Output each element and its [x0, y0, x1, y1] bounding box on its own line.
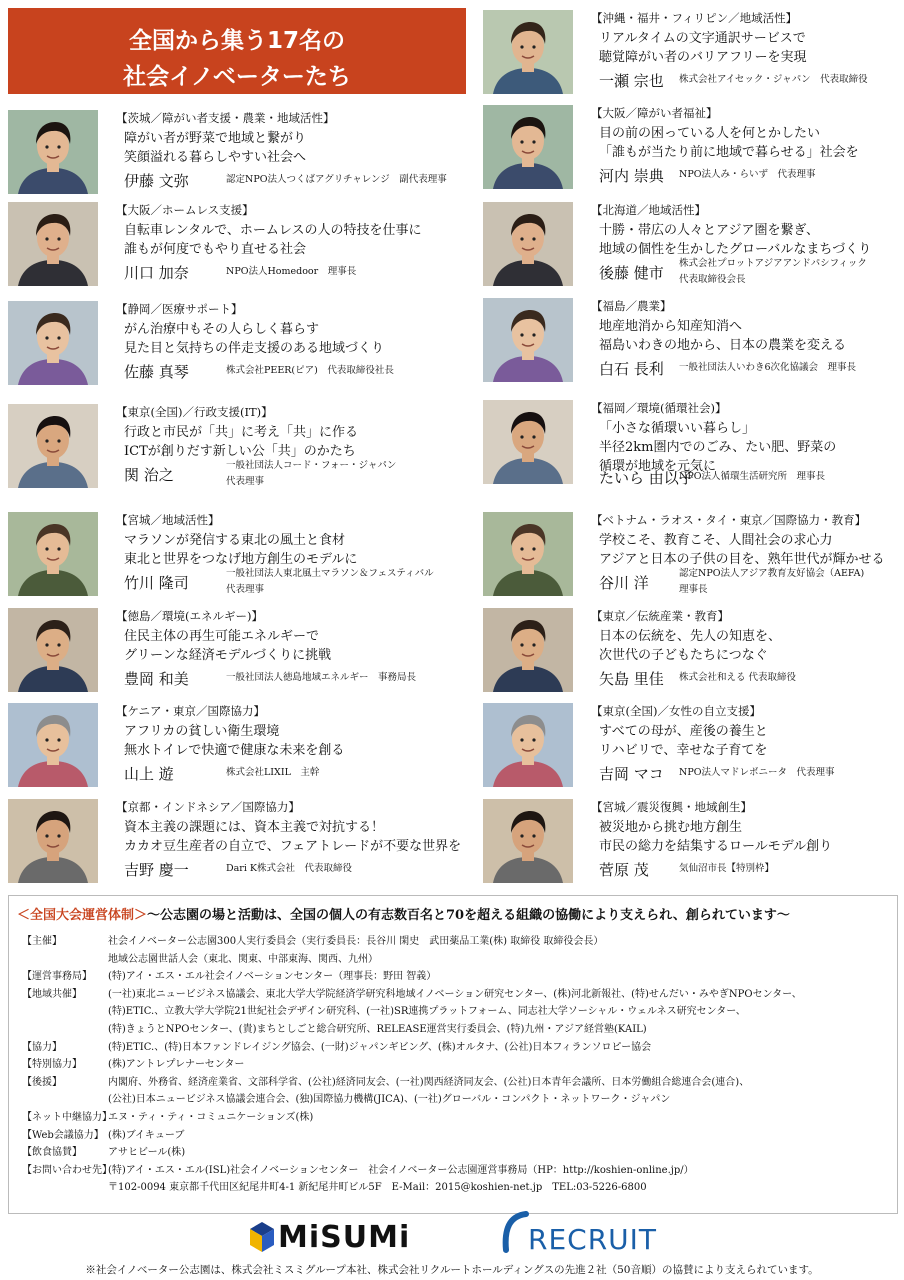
innovator-organization: 株式会社アイセック・ジャパン 代表取締役 [679, 74, 868, 85]
innovator-name: 矢島 里佳 [599, 670, 664, 688]
title-line-2: 社会イノベーターたち [123, 64, 351, 90]
innovator-region: 【東京(全国)／女性の自立支援】 [591, 704, 761, 718]
innovator-description: アジアと日本の子供の目を、熟年世代が輝かせる [599, 552, 885, 567]
innovator-photo [483, 703, 573, 787]
innovator-card [8, 799, 478, 885]
innovator-description: 市民の総力を結集するロールモデル創り [599, 839, 833, 854]
innovator-region: 【福岡／環境(循環社会)】 [591, 401, 727, 415]
innovator-organization: NPO法人み・らいず 代表理事 [679, 169, 816, 180]
operations-row-value: (特)ETIC.、立教大学大学院21世紀社会デザイン研究科、(一社)SR連携プラットフォーム、同志社大学ソーシャル・ウェルネス研究センター、 [108, 1006, 746, 1018]
innovator-description: 十勝・帯広の人々とアジア圏を繋ぎ、 [599, 223, 819, 238]
innovator-description: 日本の伝統を、先人の知恵を、 [599, 629, 782, 644]
innovator-card [483, 10, 895, 96]
innovator-region: 【沖縄・福井・フィリピン／地域活性】 [591, 11, 798, 25]
innovator-organization: Dari K株式会社 代表取締役 [226, 863, 352, 874]
operations-row-value: 内閣府、外務省、経済産業省、文部科学省、(公社)経済同友会、(一社)関西経済同友会、(公社)日本青年会議所、日本労働組合総連合会(連合)、 [108, 1076, 750, 1088]
innovator-region: 【京都・インドネシア／国際協力】 [116, 800, 300, 814]
operations-row-value: 〒102-0094 東京都千代田区紀尾井町4-1 新紀尾井町ビル5F E-Mail：2015@koshien-net.jp TEL:03-5226-6800 [108, 1182, 647, 1194]
innovator-card [483, 202, 895, 288]
innovator-card [8, 512, 478, 598]
innovator-card [8, 703, 478, 789]
innovator-region: 【茨城／障がい者支援・農業・地域活性】 [116, 111, 335, 125]
innovator-description: 行政と市民が「共」に考え「共」に作る [124, 425, 359, 440]
innovator-photo [8, 703, 98, 787]
innovator-description: リアルタイムの文字通訳サービスで [599, 31, 806, 46]
innovator-organization: 一般社団法人コード・フォー・ジャパン 代表理事 [226, 460, 397, 487]
innovator-organization: 株式会社プロットアジアアンドパシフィック 代表取締役会長 [679, 258, 867, 285]
innovator-organization: NPO法人マドレボニータ 代表理事 [679, 767, 835, 778]
recruit-wordmark: RECRUIT [528, 1223, 658, 1256]
operations-row-value: (特)アイ・エス・エル社会イノベーションセンター（理事長：野田 智義） [108, 971, 437, 983]
operations-row-label: 【Web会議協力】 [22, 1129, 104, 1141]
innovator-card [483, 400, 895, 486]
innovator-photo [483, 298, 573, 382]
innovator-region: 【徳島／環境(エネルギー)】 [116, 609, 263, 623]
recruit-arc-icon [500, 1210, 530, 1258]
operations-row-value: (特)きょうとNPOセンター、(貴)まちとしごと総合研究所、RELEASE運営実行委員会、(特)九州・アジア経営塾(KAIL) [108, 1024, 647, 1035]
innovator-name: 伊藤 文弥 [124, 172, 189, 190]
operations-row-value: (一社)東北ニュービジネス協議会、東北大学大学院経済学研究科地域イノベーション研究センター、(株)河北新報社、(特)せんだい・みやぎNPOセンター、 [108, 988, 802, 1000]
operations-row-value: (株)ブイキューブ [108, 1129, 185, 1141]
misumi-cube-icon [248, 1220, 276, 1254]
operations-row-label: 【特別協力】 [22, 1059, 82, 1071]
innovator-description: 目の前の困っている人を何とかしたい [599, 126, 821, 141]
innovator-description: 学校こそ、教育こそ、人間社会の求心力 [599, 533, 833, 548]
innovator-description: ICTが創りだす新しい公「共」のかたち [124, 444, 356, 459]
innovator-description: 半径2km圏内でのごみ、たい肥、野菜の [599, 440, 837, 455]
innovator-organization: 一般社団法人徳島地域エネルギー 事務局長 [226, 672, 417, 683]
innovator-organization: NPO法人Homedoor 理事長 [226, 266, 357, 277]
operations-heading-text: ～公志園の場と活動は、全国の個人の有志数百名と70を超える組織の協働により支えられ、創られています～ [147, 908, 790, 923]
operations-row-value: 社会イノベーター公志園300人実行委員会（実行委員長：長谷川 閑史 武田薬品工業(株) 取締役 取締役会長） [108, 936, 604, 947]
innovator-name: 菅原 茂 [599, 861, 649, 879]
innovator-organization: 認定NPO法人アジア教育友好協会（AEFA) 理事長 [679, 568, 865, 595]
innovator-region: 【宮城／震災復興・地域創生】 [591, 800, 752, 814]
innovator-name: 河内 崇典 [599, 167, 664, 185]
innovator-name: 後藤 健市 [599, 264, 664, 282]
innovator-description: 「小さな循環いい暮らし」 [599, 421, 756, 436]
innovator-photo [8, 301, 98, 385]
innovator-description: 資本主義の課題には、資本主義で対抗する！ [124, 820, 385, 835]
innovator-region: 【福島／農業】 [591, 299, 672, 313]
innovator-description: グリーンな経済モデルづくりに挑戦 [124, 648, 332, 663]
innovator-description: 聴覚障がい者のバリアフリーを実現 [599, 50, 807, 65]
innovator-region: 【大阪／障がい者福祉】 [591, 106, 718, 120]
operations-row-label: 【飲食協賛】 [22, 1147, 82, 1159]
innovator-card [483, 512, 895, 598]
innovator-name: 豊岡 和美 [124, 670, 189, 688]
innovator-photo [8, 110, 98, 194]
innovator-description: 地産地消から知産知消へ [599, 319, 743, 334]
innovator-description: 「誰もが当たり前に地域で暮らせる」社会を [599, 145, 859, 160]
innovator-name: 山上 遊 [124, 765, 174, 783]
innovator-name: 佐藤 真琴 [124, 363, 189, 381]
operations-row-value: 地域公志園世話人会（東北、関東、中部東海、関西、九州） [108, 953, 378, 965]
innovator-card [8, 608, 478, 694]
innovator-photo [8, 404, 98, 488]
innovator-card [8, 110, 478, 196]
innovator-organization: 株式会社LIXIL 主幹 [226, 767, 320, 778]
operations-heading [17, 904, 790, 923]
innovator-card [483, 703, 895, 789]
innovator-description: 住民主体の再生可能エネルギーで [124, 629, 320, 644]
innovator-description: カカオ豆生産者の自立で、フェアトレードが不要な世界を [124, 839, 462, 854]
innovator-name: 谷川 洋 [599, 574, 649, 592]
innovator-photo [8, 202, 98, 286]
operations-row-label: 【協力】 [22, 1041, 62, 1053]
innovator-description: リハビリで、幸せな子育てを [599, 743, 768, 758]
innovator-photo [483, 10, 573, 94]
innovator-name: 竹川 隆司 [124, 574, 189, 592]
innovator-name: 吉野 慶一 [124, 861, 189, 879]
innovator-card [8, 202, 478, 288]
operations-row-label: 【後援】 [22, 1076, 62, 1088]
footnote: ※社会イノベーター公志園は、株式会社ミスミグループ本社、株式会社リクルートホールディングスの先進２社（50音順）の協賛により支えられています。 [85, 1264, 819, 1276]
innovator-photo [8, 799, 98, 883]
innovator-name: 吉岡 マコ [599, 765, 664, 783]
innovator-photo [483, 400, 573, 484]
innovator-description: 障がい者が野菜で地域と繋がり [124, 131, 307, 146]
operations-row-value: アサヒビール(株) [108, 1147, 186, 1159]
innovator-region: 【ベトナム・ラオス・タイ・東京／国際協力・教育】 [591, 513, 867, 527]
innovator-organization: 株式会社和える 代表取締役 [679, 672, 797, 683]
operations-row-label: 【主催】 [22, 936, 62, 947]
page-title [8, 8, 466, 94]
innovator-name: 一瀬 宗也 [599, 72, 664, 90]
innovator-region: 【北海道／地域活性】 [591, 203, 706, 217]
innovator-card [483, 799, 895, 885]
innovator-name: 川口 加奈 [124, 264, 189, 282]
innovator-description: 笑顔溢れる暮らしやすい社会へ [124, 150, 307, 165]
innovator-name: 白石 長利 [599, 360, 664, 378]
operations-row-label: 【ネット中継協力】 [22, 1112, 112, 1123]
innovator-description: 東北と世界をつなげ地方創生のモデルに [124, 552, 358, 567]
innovator-organization: 一般社団法人東北風土マラソン＆フェスティバル 代表理事 [226, 568, 434, 595]
innovator-region: 【東京／伝統産業・教育】 [591, 609, 729, 623]
innovator-photo [483, 202, 573, 286]
innovator-description: 見た目と気持ちの伴走支援のある地域づくり [124, 341, 385, 356]
innovator-region: 【ケニア・東京／国際協力】 [116, 704, 266, 718]
innovator-name: たいら 由以子 [599, 469, 694, 487]
innovator-description: 誰もが何度でもやり直せる社会 [124, 242, 307, 257]
innovator-description: マラソンが発信する東北の風土と食材 [124, 533, 346, 548]
misumi-wordmark: MiSUMi [278, 1220, 411, 1255]
operations-heading-bracket: ＜全国大会運営体制＞ [17, 908, 148, 923]
innovator-region: 【宮城／地域活性】 [116, 513, 220, 527]
innovator-region: 【大阪／ホームレス支援】 [116, 203, 254, 217]
innovator-card [8, 301, 478, 387]
operations-row-value: (株)アントレプレナーセンター [108, 1059, 245, 1071]
innovator-description: すべての母が、産後の養生と [599, 724, 768, 739]
innovator-description: 自転車レンタルで、ホームレスの人の特技を仕事に [124, 223, 422, 238]
operations-row-label: 【運営事務局】 [22, 971, 92, 983]
innovator-photo [483, 799, 573, 883]
innovator-description: 循環が地域を元気に [599, 459, 717, 474]
operations-row-value: (特)ETIC.、(特)日本ファンドレイジング協会、(一財)ジャパンギビング、(株)オルタナ、(公社)日本フィランソロピー協会 [108, 1041, 652, 1053]
innovator-photo [483, 512, 573, 596]
innovator-description: 被災地から挑む地方創生 [599, 820, 743, 835]
title-line-1: 全国から集う17名の [128, 28, 345, 54]
operations-row-label: 【お問い合わせ先】 [22, 1164, 112, 1176]
innovator-region: 【静岡／医療サポート】 [116, 302, 243, 316]
innovator-region: 【東京(全国)／行政支援(IT)】 [116, 405, 273, 419]
innovator-card [483, 298, 895, 384]
operations-row-value: (公社)日本ニュービジネス協議会連合会、(独)国際協力機構(JICA)、(一社)グローバル・コンパクト・ネットワーク・ジャパン [108, 1094, 671, 1106]
innovator-card [483, 105, 895, 191]
operations-row-value: (特)アイ・エス・エル(ISL)社会イノベーションセンター 社会イノベーター公志園運営事務局（HP：http://koshien-online.jp/） [108, 1164, 694, 1176]
innovator-organization: 気仙沼市長【特別枠】 [679, 863, 775, 874]
innovator-photo [8, 512, 98, 596]
operations-row-value: エヌ・ティ・ティ・コミュニケーションズ(株) [108, 1112, 314, 1123]
innovator-organization: NPO法人循環生活研究所 理事長 [679, 471, 825, 482]
innovator-card [483, 608, 895, 694]
operations-row-label: 【地域共催】 [22, 988, 82, 1000]
innovator-photo [8, 608, 98, 692]
innovator-name: 関 治之 [124, 466, 174, 484]
innovator-photo [483, 608, 573, 692]
innovator-organization: 一般社団法人いわき6次化協議会 理事長 [679, 362, 857, 373]
innovator-description: 次世代の子どもたちにつなぐ [599, 648, 768, 663]
innovator-description: 地域の個性を生かしたグローバルなまちづくり [599, 242, 872, 257]
innovator-card [8, 404, 478, 490]
innovator-organization: 認定NPO法人つくばアグリチャレンジ 副代表理事 [226, 174, 447, 185]
innovator-description: 福島いわきの地から、日本の農業を変える [599, 338, 847, 353]
innovator-description: がん治療中もその人らしく暮らす [124, 322, 320, 337]
innovator-organization: 株式会社PEER(ピア) 代表取締役社長 [226, 365, 394, 376]
innovator-description: 無水トイレで快適で健康な未来を創る [124, 743, 345, 758]
innovator-photo [483, 105, 573, 189]
innovator-description: アフリカの貧しい衛生環境 [124, 724, 280, 739]
